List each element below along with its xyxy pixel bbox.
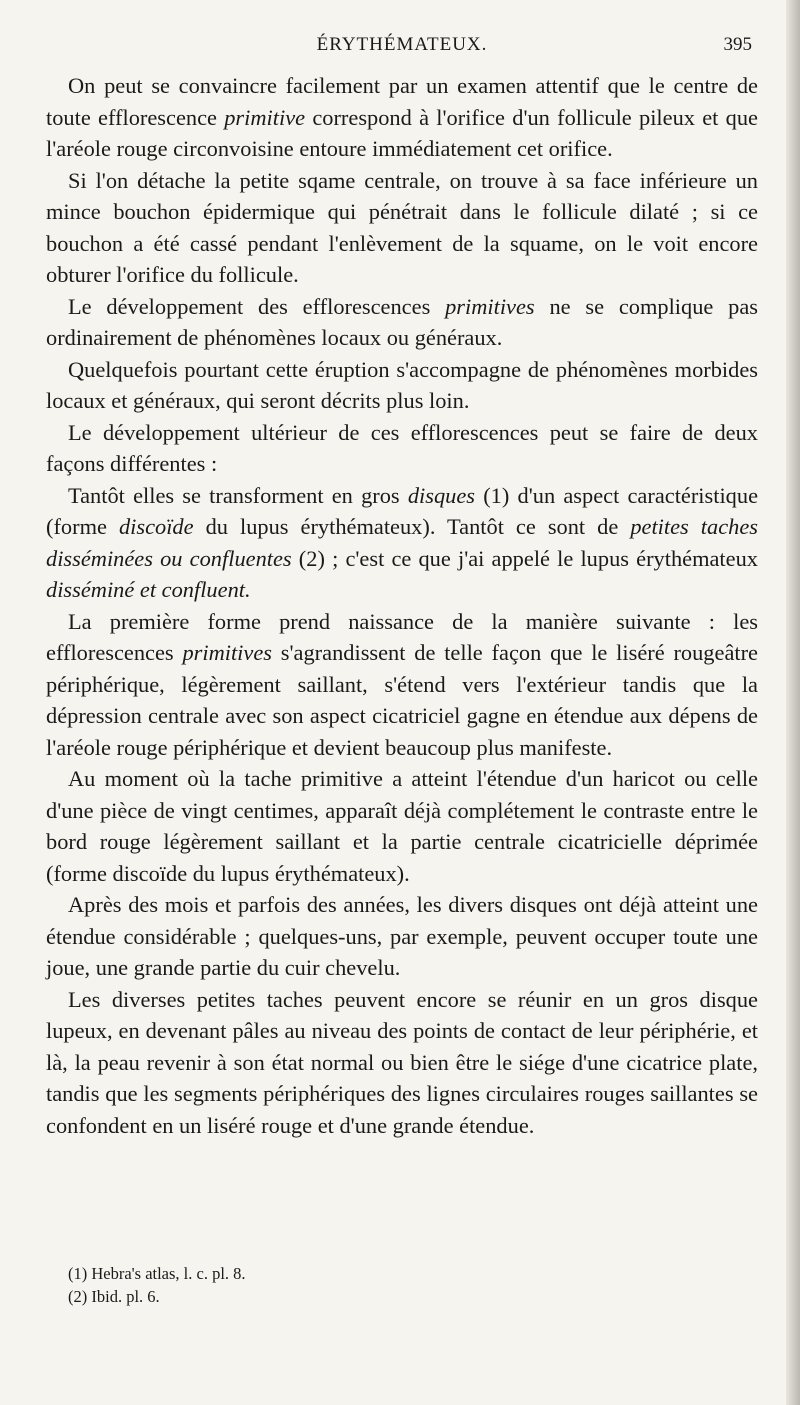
text-run: Quelquefois pourtant cette éruption s'accompagne de phénomènes morbides locaux et généraux, qui seront décrits plus loin. [46,356,758,413]
paragraph [46,70,758,165]
text-run: Le développement ultérieur de ces efflorescences peut se faire de deux façons différentes : [46,419,758,476]
paragraph [46,417,758,480]
text-run: Si l'on détache la petite sqame centrale, on trouve à sa face inférieure un mince bouchon épidermique qui pénétrait dans le follicule dilaté ; si ce bouchon a été cassé pendant l'enlèvement de la squame, on le voit encore obturer l'orifice du follicule. [46,167,758,287]
page-edge-shadow [786,0,800,1405]
page-header [52,32,752,62]
footnotes [68,1262,668,1308]
text-run: Après des mois et parfois des années, les divers disques ont déjà atteint une étendue considérable ; quelques-uns, par exemple, peuvent occuper toute une joue, une grande partie du cuir chevelu. [46,892,758,980]
italic-text: petites taches disséminées ou confluentes [46,514,758,571]
paragraph [46,984,758,1142]
text-run: Tantôt elles se transforment en gros [68,482,408,508]
text-run: (1) d'un aspect caractéristique (forme [46,482,759,539]
text-run: ne se complique pas ordinairement de phénomènes locaux ou généraux. [46,293,758,350]
italic-text: primitives [445,293,535,319]
italic-text: disques [407,482,476,508]
italic-text: primitives [182,640,272,665]
text-run: (2) ; c'est ce que j'ai appelé le lupus érythémateux [291,545,758,571]
italic-text: discoïde [118,514,194,539]
text-run: Le développement des efflorescences [68,293,446,319]
text-run: du lupus érythémateux). Tantôt ce sont de [193,514,631,539]
text-run: Au moment où la tache primitive a atteint l'étendue d'un haricot ou celle d'une pièce de vingt centimes, apparaît déjà complétement le contraste entre le bord rouge légèrement saillant et la partie centrale cicatricielle déprimée (forme discoïde du lupus érythémateux). [46,766,758,886]
text-run: La première forme prend naissance de la manière suivante : les efflorescences [46,608,758,665]
text-run: correspond à l'orifice d'un follicule pileux et que l'aréole rouge circonvoisine entoure immédiatement cet orifice. [46,104,758,161]
paragraph [46,480,758,606]
paragraph [46,763,758,889]
paragraph [46,165,758,291]
paragraph [46,889,758,984]
text-run: On peut se convaincre facilement par un examen attentif que le centre de toute efflorescence [46,73,758,130]
footnote-2: (2) Ibid. pl. 6. [68,1287,160,1306]
paragraph [46,606,758,764]
page-number: 395 [723,34,752,55]
italic-text: disséminé et confluent. [46,577,251,602]
running-head: ÉRYTHÉMATEUX. [316,34,488,55]
body-text [46,70,758,1141]
paragraph [46,291,758,354]
paragraph [46,354,758,417]
text-run: Les diverses petites taches peuvent encore se réunir en un gros disque lupeux, en devenant pâles au niveau des points de contact de leur périphérie, et là, la peau revenir à son état normal ou bien être le siége d'une cicatrice plate, tandis que les segments périphériques des lignes circulaires rouges saillantes se confondent en un liséré rouge et d'une grande étendue. [46,986,758,1138]
text-run: s'agrandissent de telle façon que le liséré rougeâtre périphérique, légèrement saillant, s'étend vers l'extérieur tandis que la dépression centrale avec son aspect cicatriciel gagne en étendue aux dépens de l'aréole rouge périphérique et devient beaucoup plus manifeste. [46,640,758,760]
italic-text: primitive [224,104,306,130]
footnote-1: (1) Hebra's atlas, l. c. pl. 8. [68,1264,246,1283]
